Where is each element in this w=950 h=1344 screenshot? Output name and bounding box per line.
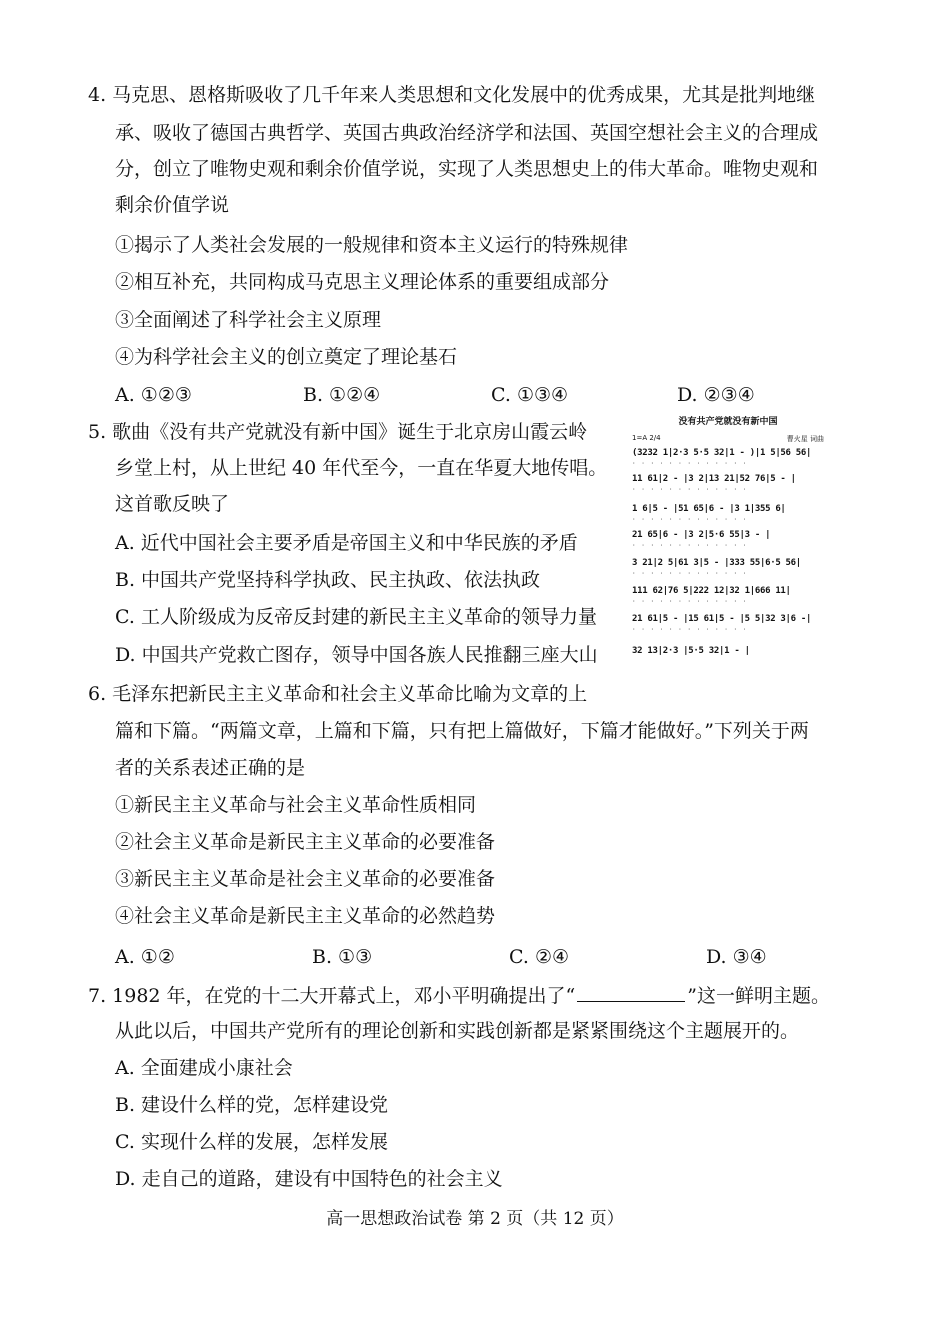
q6-option-d[interactable]: D. ③④ [706,946,767,968]
q5-option-d[interactable]: D. 中国共产党救亡图存，领导中国各族人民推翻三座大山 [115,644,598,666]
sheet-music-row: 21 65|6 - |3 2|5·6 55|3 - | [632,530,771,540]
sheet-music-title: 没有共产党就没有新中国 [678,417,778,427]
q6-stem-line-1: 6. 毛泽东把新民主主义革命和社会主义革命比喻为文章的上 [88,683,588,705]
q5-option-b[interactable]: B. 中国共产党坚持科学执政、民主执政、依法执政 [115,569,541,591]
q4-stem-line-2: 承、吸收了德国古典哲学、英国古典政治经济学和法国、英国空想社会主义的合理成 [115,122,819,144]
q7-option-d[interactable]: D. 走自己的道路，建设有中国特色的社会主义 [115,1168,503,1190]
sheet-music-lyric: · · · · · · · · · · · · · [632,542,748,549]
q6-stem-line-2: 篇和下篇。“两篇文章，上篇和下篇，只有把上篇做好，下篇才能做好。”下列关于两 [115,720,809,742]
q6-item-3: ③新民主主义革命是社会主义革命的必要准备 [115,868,496,890]
q4-stem-line-1: 4. 马克思、恩格斯吸收了几千年来人类思想和文化发展中的优秀成果，尤其是批判地继 [88,84,816,106]
q4-option-b[interactable]: B. ①②④ [303,384,381,406]
q6-item-2: ②社会主义革命是新民主主义革命的必要准备 [115,831,496,853]
q4-options [115,383,815,407]
sheet-music-row: 3 21|2 5|61 3|5 - |333 55|6·5 56| [632,558,801,568]
q7-answer-blank [577,983,685,1002]
q7-option-c[interactable]: C. 实现什么样的发展，怎样发展 [115,1131,388,1153]
q4-item-1: ①揭示了人类社会发展的一般规律和资本主义运行的特殊规律 [115,234,629,256]
page-footer: 高一思想政治试卷 第 2 页（共 12 页） [326,1209,624,1229]
q7-stem-after-blank: ”这一鲜明主题。 [687,985,830,1007]
q4-stem-line-4: 剩余价值学说 [115,194,230,216]
q7-stem-line-2: 从此以后，中国共产党所有的理论创新和实践创新都是紧紧围绕这个主题展开的。 [115,1020,800,1042]
q4-option-a[interactable]: A. ①②③ [115,384,192,406]
sheet-music-key: 1=A 2/4 [632,434,661,442]
sheet-music-row: (3232 1|2·3 5·5 32|1 - )|1 5|56 56| [632,448,812,458]
q6-option-b[interactable]: B. ①③ [312,946,373,968]
q4-stem-line-3: 分，创立了唯物史观和剩余价值学说，实现了人类思想史上的伟大革命。唯物史观和 [115,158,819,180]
q4-item-3: ③全面阐述了科学社会主义原理 [115,309,382,331]
sheet-music-lyric: · · · · · · · · · · · · · [632,486,748,493]
q6-item-1: ①新民主主义革命与社会主义革命性质相同 [115,794,477,816]
q7-stem-line-1 [88,983,830,1008]
q5-option-c[interactable]: C. 工人阶级成为反帝反封建的新民主主义革命的领导力量 [115,606,597,628]
sheet-music-lyric: · · · · · · · · · · · · · [632,598,748,605]
q6-item-4: ④社会主义革命是新民主主义革命的必然趋势 [115,905,496,927]
q5-stem-line-1: 5. 歌曲《没有共产党就没有新中国》诞生于北京房山霞云岭 [88,421,588,443]
q7-option-b[interactable]: B. 建设什么样的党，怎样建设党 [115,1094,389,1116]
sheet-music-lyric: · · · · · · · · · · · · · [632,516,748,523]
q6-option-c[interactable]: C. ②④ [509,946,570,968]
q4-option-d[interactable]: D. ②③④ [677,384,755,406]
q6-option-a[interactable]: A. ①② [115,946,175,968]
sheet-music-row: 21 61|5 - |15 61|5 - |5 5|32 3|6 -| [632,614,812,624]
q6-stem-line-3: 者的关系表述正确的是 [115,757,306,779]
q6-options [115,945,815,969]
sheet-music-row: 1 6|5 - |51 65|6 - |3 1|355 6| [632,504,786,514]
sheet-music-lyric: · · · · · · · · · · · · · [632,626,748,633]
sheet-music-row: 11 61|2 - |3 2|13 21|52 76|5 - | [632,474,796,484]
sheet-music-lyric: · · · · · · · · · · · · · [632,460,748,467]
sheet-music-row: 32 13|2·3 |5·5 32|1 - | [632,646,750,656]
sheet-music-lyric: · · · · · · · · · · · · · [632,570,748,577]
sheet-music-row: 111 62|76 5|222 12|32 1|666 11| [632,586,791,596]
q7-option-a[interactable]: A. 全面建成小康社会 [115,1057,293,1079]
q5-stem-line-2: 乡堂上村，从上世纪 40 年代至今，一直在华夏大地传唱。 [115,457,608,479]
q4-item-2: ②相互补充，共同构成马克思主义理论体系的重要组成部分 [115,271,610,293]
q7-stem-before-blank: 7. 1982 年，在党的十二大开幕式上，邓小平明确提出了“ [88,985,576,1007]
sheet-music-author: 曹火星 词曲 [786,435,824,443]
sheet-music-figure [626,416,830,670]
q5-stem-line-3: 这首歌反映了 [115,493,230,515]
q4-item-4: ④为科学社会主义的创立奠定了理论基石 [115,346,458,368]
q4-option-c[interactable]: C. ①③④ [491,384,569,406]
q5-option-a[interactable]: A. 近代中国社会主要矛盾是帝国主义和中华民族的矛盾 [115,532,578,554]
